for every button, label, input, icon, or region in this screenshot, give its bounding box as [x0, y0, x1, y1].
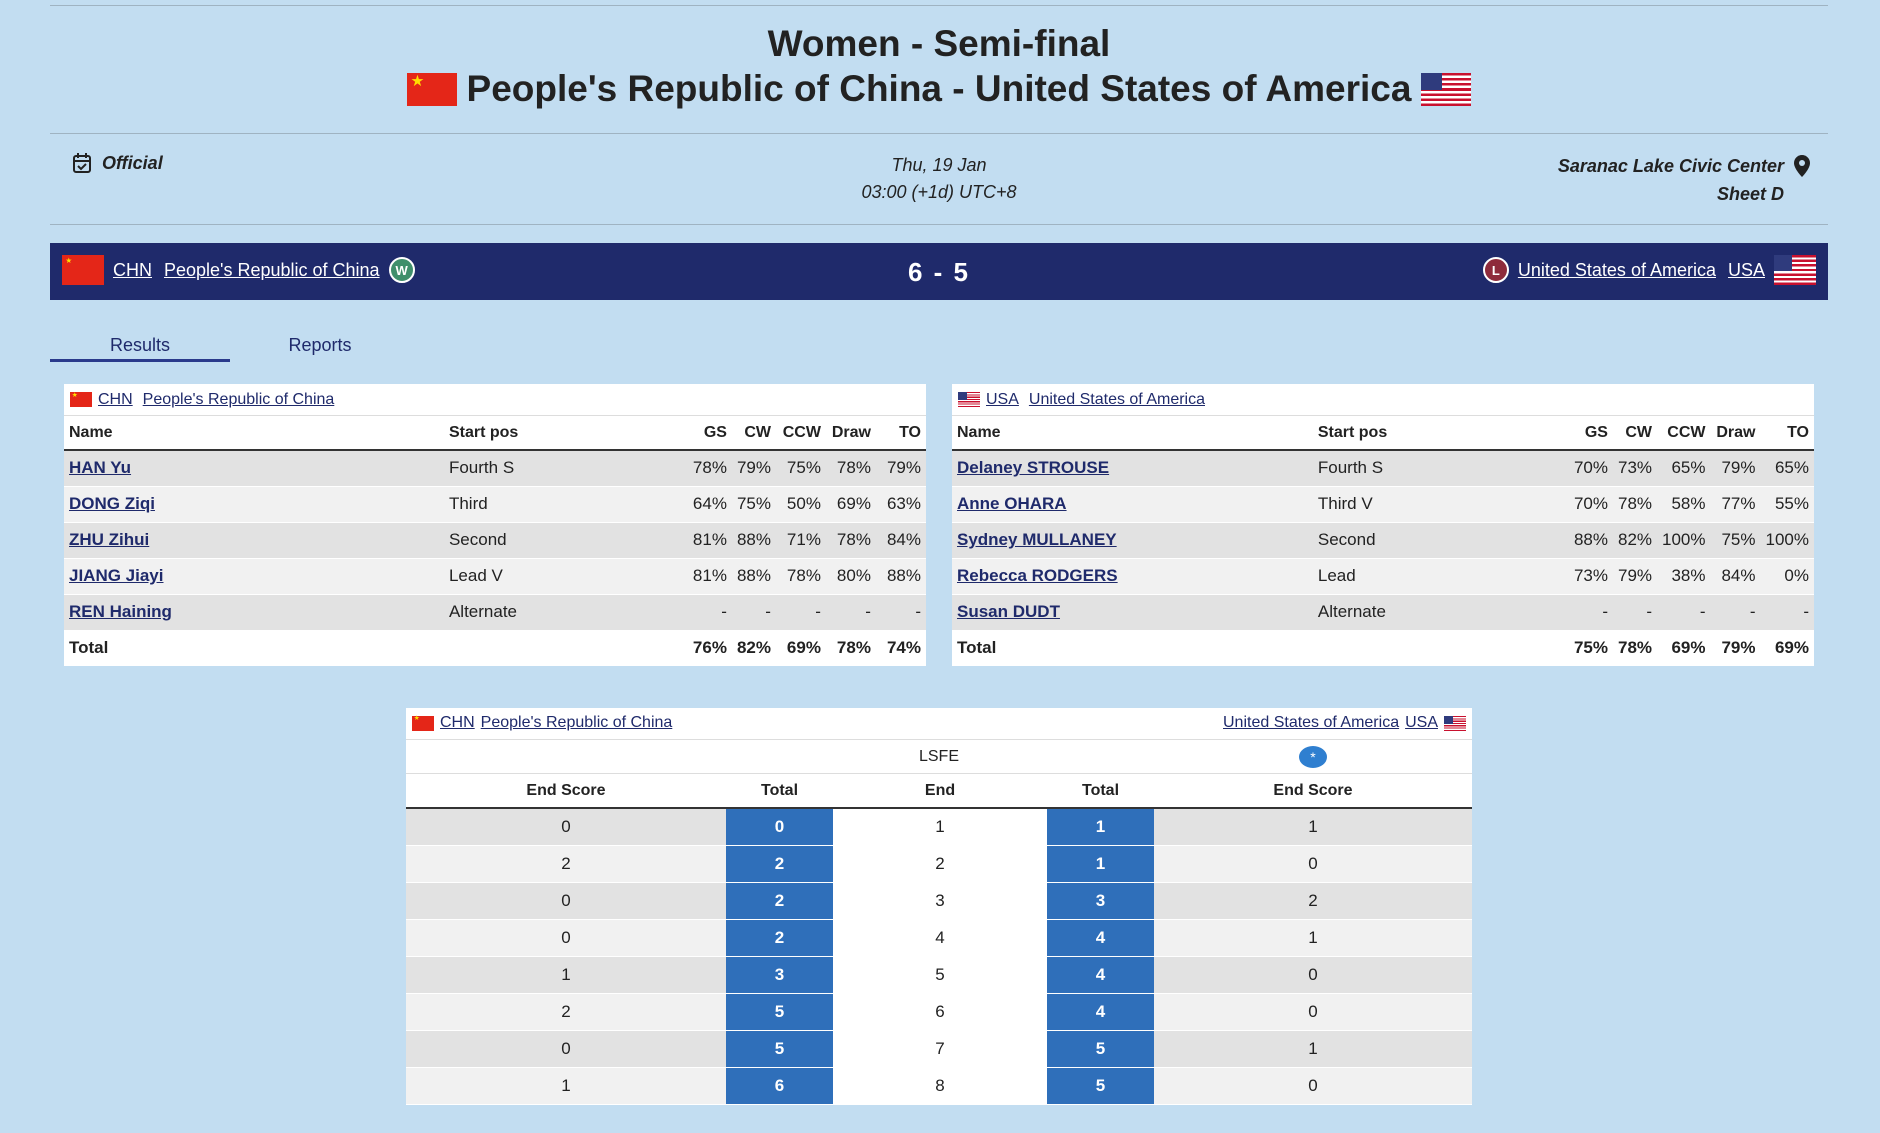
map-pin-icon — [1794, 155, 1810, 177]
linescore-header-row — [406, 774, 1472, 808]
ccw-value: 75% — [776, 450, 826, 486]
away-team-summary — [1483, 255, 1816, 285]
start-pos: Fourth S — [444, 450, 684, 486]
col-cw: CW — [732, 416, 776, 450]
tab-results[interactable]: Results — [50, 328, 230, 362]
col-to: TO — [1760, 416, 1814, 450]
col-name: Name — [952, 416, 1313, 450]
tab-bar — [50, 328, 410, 362]
gs-value: 70% — [1565, 486, 1613, 522]
end-number: 6 — [833, 993, 1047, 1030]
away-total: 5 — [1047, 1067, 1154, 1104]
col-away-total: Total — [1047, 774, 1154, 808]
match-date: Thu, 19 Jan — [891, 155, 987, 175]
home-team-code-link[interactable]: CHN — [440, 714, 475, 731]
hammer-icon: * — [1299, 746, 1327, 768]
table-row — [64, 594, 926, 630]
home-total: 2 — [726, 845, 833, 882]
match-info-row — [50, 150, 1828, 220]
away-total: 4 — [1047, 919, 1154, 956]
start-pos: Third V — [1313, 486, 1565, 522]
total-row — [64, 630, 926, 666]
match-title-block — [50, 22, 1828, 112]
ccw-value: - — [776, 594, 826, 630]
usa-flag-icon — [1774, 255, 1816, 285]
end-number: 8 — [833, 1067, 1047, 1104]
end-row — [406, 919, 1472, 956]
col-to: TO — [876, 416, 926, 450]
col-away-end-score: End Score — [1154, 774, 1472, 808]
total-to: 69% — [1760, 630, 1814, 666]
col-end: End — [833, 774, 1047, 808]
draw-value: 78% — [826, 522, 876, 558]
player-link[interactable]: Sydney MULLANEY — [957, 530, 1117, 549]
end-row — [406, 993, 1472, 1030]
total-draw: 79% — [1711, 630, 1761, 666]
end-number: 7 — [833, 1030, 1047, 1067]
home-end-score: 2 — [406, 845, 726, 882]
col-home-end-score: End Score — [406, 774, 726, 808]
away-end-score: 0 — [1154, 993, 1472, 1030]
total-cw: 82% — [732, 630, 776, 666]
home-total: 6 — [726, 1067, 833, 1104]
to-value: 63% — [876, 486, 926, 522]
home-team-name-link[interactable]: People's Republic of China — [480, 714, 673, 731]
gs-value: 81% — [684, 558, 732, 594]
ccw-value: - — [1657, 594, 1710, 630]
home-team-code-link[interactable]: CHN — [113, 259, 152, 280]
away-team-name-link[interactable]: United States of America — [1223, 714, 1400, 731]
away-total: 4 — [1047, 956, 1154, 993]
home-total: 5 — [726, 993, 833, 1030]
player-link[interactable]: Anne OHARA — [957, 494, 1067, 513]
total-ccw: 69% — [776, 630, 826, 666]
gs-value: - — [684, 594, 732, 630]
start-pos: Lead — [1313, 558, 1565, 594]
ccw-value: 71% — [776, 522, 826, 558]
away-total: 3 — [1047, 882, 1154, 919]
away-team-name-link[interactable]: United States of America — [1028, 390, 1205, 408]
gs-value: 70% — [1565, 450, 1613, 486]
gs-value: - — [1565, 594, 1613, 630]
table-row — [64, 558, 926, 594]
cw-value: 75% — [732, 486, 776, 522]
away-end-score: 1 — [1154, 919, 1472, 956]
ccw-value: 58% — [1657, 486, 1710, 522]
home-team-code-link[interactable]: CHN — [98, 390, 133, 408]
end-number: 4 — [833, 919, 1047, 956]
draw-value: 69% — [826, 486, 876, 522]
total-label: Total — [64, 630, 444, 666]
draw-value: 77% — [1711, 486, 1761, 522]
ccw-value: 65% — [1657, 450, 1710, 486]
col-gs: GS — [684, 416, 732, 450]
draw-value: 79% — [1711, 450, 1761, 486]
cw-value: - — [1613, 594, 1657, 630]
draw-value: 80% — [826, 558, 876, 594]
ccw-value: 38% — [1657, 558, 1710, 594]
table-row — [952, 450, 1814, 486]
player-link[interactable]: HAN Yu — [69, 458, 132, 478]
end-row — [406, 1067, 1472, 1104]
gs-value: 78% — [684, 450, 732, 486]
cw-value: 79% — [732, 450, 776, 486]
end-number: 5 — [833, 956, 1047, 993]
lsfe-row — [406, 740, 1472, 774]
to-value: 55% — [1760, 486, 1814, 522]
start-pos: Second — [1313, 522, 1565, 558]
ccw-value: 100% — [1657, 522, 1710, 558]
cw-value: 88% — [732, 522, 776, 558]
away-stats-table — [952, 384, 1814, 666]
total-row — [952, 630, 1814, 666]
status-label: Official — [102, 152, 163, 173]
cw-value: 73% — [1613, 450, 1657, 486]
table-row — [952, 594, 1814, 630]
venue-sheet: Sheet D — [1716, 184, 1784, 204]
to-value: 79% — [876, 450, 926, 486]
col-gs: GS — [1565, 416, 1613, 450]
stats-header-row — [64, 416, 926, 450]
end-row — [406, 845, 1472, 882]
end-row — [406, 956, 1472, 993]
total-gs: 75% — [1565, 630, 1613, 666]
home-total: 0 — [726, 808, 833, 845]
home-team-name-link[interactable]: People's Republic of China — [142, 390, 335, 408]
usa-flag-icon — [958, 392, 980, 407]
end-row — [406, 1030, 1472, 1067]
start-pos: Alternate — [1313, 594, 1565, 630]
loser-badge: L — [1483, 257, 1509, 283]
venue-name: Saranac Lake Civic Center — [1557, 156, 1784, 176]
player-link[interactable]: JIANG Jiayi — [69, 566, 164, 585]
to-value: - — [876, 594, 926, 630]
player-link[interactable]: Susan DUDT — [957, 602, 1060, 621]
away-end-score: 1 — [1154, 808, 1472, 845]
tab-reports[interactable]: Reports — [288, 335, 352, 355]
to-value: 0% — [1760, 558, 1814, 594]
home-stats-caption — [64, 384, 926, 416]
gs-value: 64% — [684, 486, 732, 522]
to-value: 88% — [876, 558, 926, 594]
linescore-table — [406, 708, 1472, 1105]
total-label: Total — [952, 630, 1313, 666]
end-number: 3 — [833, 882, 1047, 919]
china-flag-icon — [70, 392, 92, 407]
away-team-name-link[interactable]: United States of America — [1517, 259, 1716, 280]
away-end-score: 0 — [1154, 845, 1472, 882]
home-end-score: 2 — [406, 993, 726, 1030]
final-score: 6 - 5 — [907, 257, 971, 287]
col-draw: Draw — [1711, 416, 1761, 450]
total-cw: 78% — [1613, 630, 1657, 666]
away-team-code-link[interactable]: USA — [1727, 259, 1765, 280]
winner-badge: W — [389, 257, 415, 283]
gs-value: 88% — [1565, 522, 1613, 558]
cw-value: - — [732, 594, 776, 630]
player-link[interactable]: DONG Ziqi — [69, 494, 155, 513]
player-link[interactable]: Rebecca RODGERS — [957, 566, 1118, 585]
start-pos: Alternate — [444, 594, 684, 630]
table-row — [952, 522, 1814, 558]
ccw-value: 50% — [776, 486, 826, 522]
home-end-score: 0 — [406, 1030, 726, 1067]
home-total: 2 — [726, 882, 833, 919]
home-stats-table — [64, 384, 926, 666]
match-teams-title: People's Republic of China - United States of America — [466, 68, 1412, 109]
end-number: 2 — [833, 845, 1047, 882]
player-link[interactable]: REN Haining — [69, 602, 172, 621]
usa-flag-icon — [1421, 73, 1471, 106]
home-end-score: 1 — [406, 956, 726, 993]
away-team-code-link[interactable]: USA — [1405, 714, 1438, 731]
home-total: 5 — [726, 1030, 833, 1067]
home-total: 2 — [726, 919, 833, 956]
home-end-score: 0 — [406, 808, 726, 845]
col-start-pos: Start pos — [444, 416, 684, 450]
china-flag-icon — [412, 716, 434, 731]
draw-value: 75% — [1711, 522, 1761, 558]
cw-value: 79% — [1613, 558, 1657, 594]
home-team-name-link[interactable]: People's Republic of China — [164, 259, 380, 280]
cw-value: 78% — [1613, 486, 1657, 522]
end-row — [406, 808, 1472, 845]
table-row — [952, 558, 1814, 594]
draw-value: 84% — [1711, 558, 1761, 594]
col-ccw: CCW — [776, 416, 826, 450]
away-end-score: 0 — [1154, 1067, 1472, 1104]
away-team-code-link[interactable]: USA — [986, 390, 1019, 408]
away-total: 4 — [1047, 993, 1154, 1030]
start-pos: Lead V — [444, 558, 684, 594]
linescore-caption — [406, 708, 1472, 740]
ccw-value: 78% — [776, 558, 826, 594]
info-divider — [50, 224, 1828, 225]
total-draw: 78% — [826, 630, 876, 666]
end-number: 1 — [833, 808, 1047, 845]
home-end-score: 0 — [406, 882, 726, 919]
page-title: Women - Semi-final — [767, 23, 1111, 64]
stats-header-row — [952, 416, 1814, 450]
away-end-score: 0 — [1154, 956, 1472, 993]
to-value: 84% — [876, 522, 926, 558]
player-link[interactable]: ZHU Zihui — [69, 530, 150, 549]
lsfe-label: LSFE — [918, 748, 959, 765]
gs-value: 81% — [684, 522, 732, 558]
to-value: 100% — [1760, 522, 1814, 558]
china-flag-icon — [407, 73, 457, 106]
away-total: 1 — [1047, 808, 1154, 845]
top-divider — [50, 5, 1828, 6]
player-link[interactable]: Delaney STROUSE — [957, 458, 1110, 478]
away-total: 1 — [1047, 845, 1154, 882]
header-divider — [50, 133, 1828, 134]
usa-flag-icon — [1444, 716, 1466, 731]
table-row — [952, 486, 1814, 522]
draw-value: - — [1711, 594, 1761, 630]
away-stats-caption — [952, 384, 1814, 416]
col-name: Name — [64, 416, 444, 450]
total-gs: 76% — [684, 630, 732, 666]
cw-value: 88% — [732, 558, 776, 594]
col-draw: Draw — [826, 416, 876, 450]
home-end-score: 0 — [406, 919, 726, 956]
col-home-total: Total — [726, 774, 833, 808]
draw-value: 78% — [826, 450, 876, 486]
to-value: - — [1760, 594, 1814, 630]
table-row — [64, 486, 926, 522]
score-bar — [50, 243, 1828, 300]
away-end-score: 1 — [1154, 1030, 1472, 1067]
away-total: 5 — [1047, 1030, 1154, 1067]
col-start-pos: Start pos — [1313, 416, 1565, 450]
match-venue — [1558, 152, 1810, 208]
start-pos: Fourth S — [1313, 450, 1565, 486]
start-pos: Second — [444, 522, 684, 558]
draw-value: - — [826, 594, 876, 630]
table-row — [64, 450, 926, 486]
col-cw: CW — [1613, 416, 1657, 450]
away-end-score: 2 — [1154, 882, 1472, 919]
table-row — [64, 522, 926, 558]
match-time: 03:00 (+1d) UTC+8 — [861, 182, 1017, 202]
total-to: 74% — [876, 630, 926, 666]
total-ccw: 69% — [1657, 630, 1710, 666]
start-pos: Third — [444, 486, 684, 522]
home-end-score: 1 — [406, 1067, 726, 1104]
home-total: 3 — [726, 956, 833, 993]
gs-value: 73% — [1565, 558, 1613, 594]
to-value: 65% — [1760, 450, 1814, 486]
end-row — [406, 882, 1472, 919]
col-ccw: CCW — [1657, 416, 1710, 450]
cw-value: 82% — [1613, 522, 1657, 558]
